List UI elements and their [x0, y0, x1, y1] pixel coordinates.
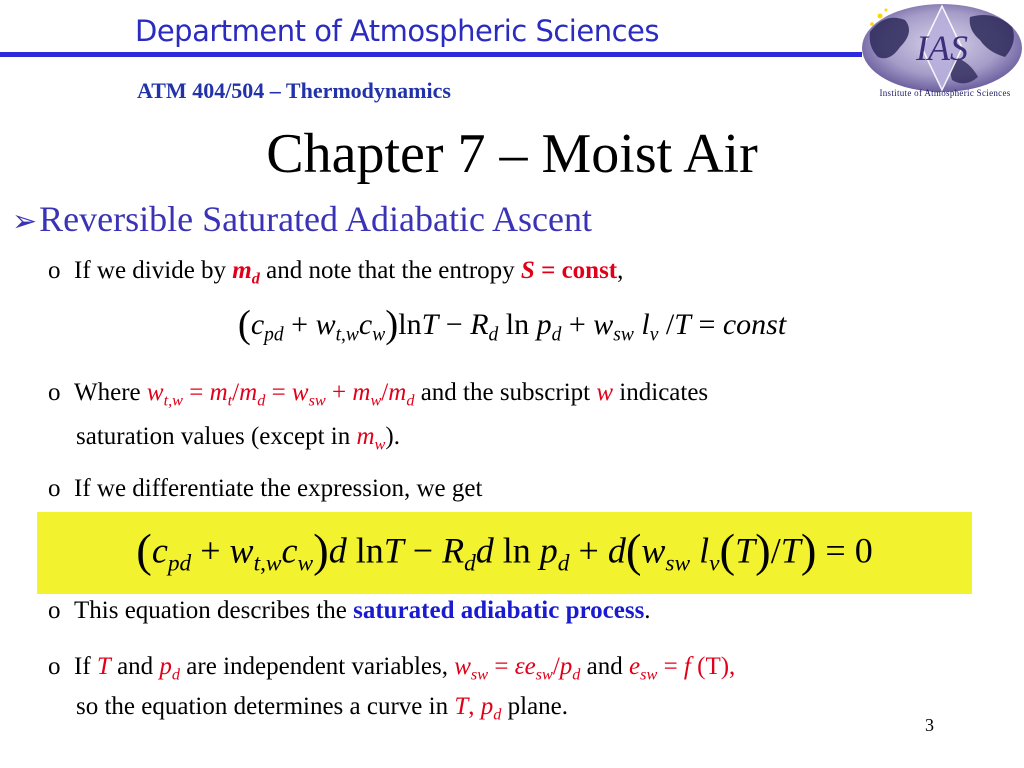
var-mw: m — [356, 423, 375, 450]
section-heading — [12, 198, 592, 240]
var-wsw: w — [291, 379, 309, 406]
var-pd: p — [480, 693, 494, 720]
bullet-describes — [48, 596, 651, 626]
bullet-text: and — [110, 653, 160, 680]
logo-caption: Institute of Atmospheric Sciences — [879, 88, 1011, 98]
bullet-text: are independent variables, — [180, 653, 455, 680]
bullet-where-wtw — [48, 378, 708, 408]
bullet-text: and the subscript — [414, 379, 597, 406]
course-title: ATM 404/504 – Thermodynamics — [137, 78, 451, 103]
bullet-text: plane. — [501, 693, 569, 720]
saturated-adiabatic-equation: $(c_{pd} + w_{t,w}c_w)d$ $\ln T - R_dd$ $\ln p_d + d(w_{sw}$ $l_v(T)/T) = 0$ — [136, 525, 873, 577]
bullet-text: Where — [74, 379, 147, 406]
var-pd-sub: d — [171, 665, 181, 684]
var-s: S — [520, 257, 535, 284]
bullet-text: This equation describes the — [74, 597, 354, 624]
var-pd-sub: d — [493, 705, 502, 724]
slash: / — [381, 379, 389, 406]
var-pd: p — [559, 653, 573, 680]
var-f-arg: (T), — [690, 653, 736, 680]
var-mt-sub: t — [227, 391, 233, 410]
var-m: m — [232, 257, 252, 284]
bullet-marker: o — [48, 653, 61, 680]
equals-sign: = — [182, 379, 210, 406]
globe-logo-icon — [860, 2, 1022, 98]
highlight-term: saturated adiabatic process — [353, 597, 645, 624]
entropy-equation: $(c_{pd} + w_{t,w}c_w)\ln T - R_d$ $\ln p_d + w_{sw}$ $l_v$ /T = const — [237, 303, 787, 346]
var-esw: e — [524, 653, 536, 680]
bullet-marker: o — [48, 475, 61, 502]
var-md-sub: d — [257, 391, 266, 410]
bullet-independent-vars-cont — [76, 692, 568, 722]
var-f: f — [683, 653, 691, 680]
bullet-text: indicates — [613, 379, 709, 406]
plus-sign: + — [325, 379, 353, 406]
bullet-text: and — [580, 653, 630, 680]
equals-sign: = — [534, 257, 562, 284]
bullet-differentiate — [48, 474, 482, 504]
bullet-text: If we divide by — [74, 257, 233, 284]
var-esw-sub: sw — [535, 665, 553, 684]
var-wsw: w — [454, 653, 471, 680]
var-w-sub: t,w — [163, 391, 183, 410]
page-number: 3 — [925, 715, 934, 735]
slash: / — [232, 379, 240, 406]
var-pd-sub: d — [572, 665, 581, 684]
bullet-text: If — [74, 653, 97, 680]
var-m-sub: d — [251, 269, 260, 288]
slide-title: Chapter 7 – Moist Air — [266, 123, 758, 185]
var-mt: m — [209, 379, 228, 406]
var-wsw-sub: sw — [308, 391, 326, 410]
var-mw-sub: w — [370, 391, 382, 410]
bullet-divide-by-md — [48, 256, 623, 286]
bullet-marker: o — [48, 257, 61, 284]
equals-sign: = — [488, 653, 515, 680]
bullet-marker: o — [48, 597, 61, 624]
slash: / — [552, 653, 560, 680]
equals-sign: = — [265, 379, 292, 406]
bullet-marker: o — [48, 379, 61, 406]
var-w: w — [146, 379, 164, 406]
bullet-where-wtw-cont — [76, 422, 400, 452]
var-md: m — [388, 379, 407, 406]
var-epsilon: ε — [514, 653, 525, 680]
ias-logo — [860, 2, 1022, 98]
var-mw: m — [352, 379, 371, 406]
bullet-text: and note that the entropy — [259, 257, 521, 284]
bullet-independent-vars — [48, 652, 735, 682]
bullet-text: , — [617, 257, 624, 284]
var-esw-sub: sw — [640, 665, 658, 684]
var-mw-sub: w — [374, 435, 386, 454]
comma: , — [468, 693, 481, 720]
var-pd: p — [159, 653, 172, 680]
header-rule — [0, 52, 862, 57]
bullet-text: If we differentiate the expression, we get — [74, 475, 483, 502]
var-esw: e — [629, 653, 641, 680]
arrow-bullet-icon: ➢ — [12, 205, 38, 238]
var-t: T — [96, 653, 111, 680]
const-word: const — [561, 257, 618, 284]
logo-lettering: IAS — [916, 28, 968, 68]
var-w: w — [596, 379, 614, 406]
section-heading-text: Reversible Saturated Adiabatic Ascent — [39, 199, 592, 239]
equals-sign: = — [657, 653, 684, 680]
bullet-text: saturation values (except in — [76, 423, 357, 450]
bullet-text: so the equation determines a curve in — [76, 693, 455, 720]
var-md: m — [239, 379, 258, 406]
bullet-text: ). — [385, 423, 400, 450]
bullet-text: . — [644, 597, 651, 624]
var-t: T — [454, 693, 469, 720]
department-name: Department of Atmospheric Sciences — [135, 14, 659, 48]
var-md-sub: d — [406, 391, 415, 410]
var-wsw-sub: sw — [470, 665, 489, 684]
